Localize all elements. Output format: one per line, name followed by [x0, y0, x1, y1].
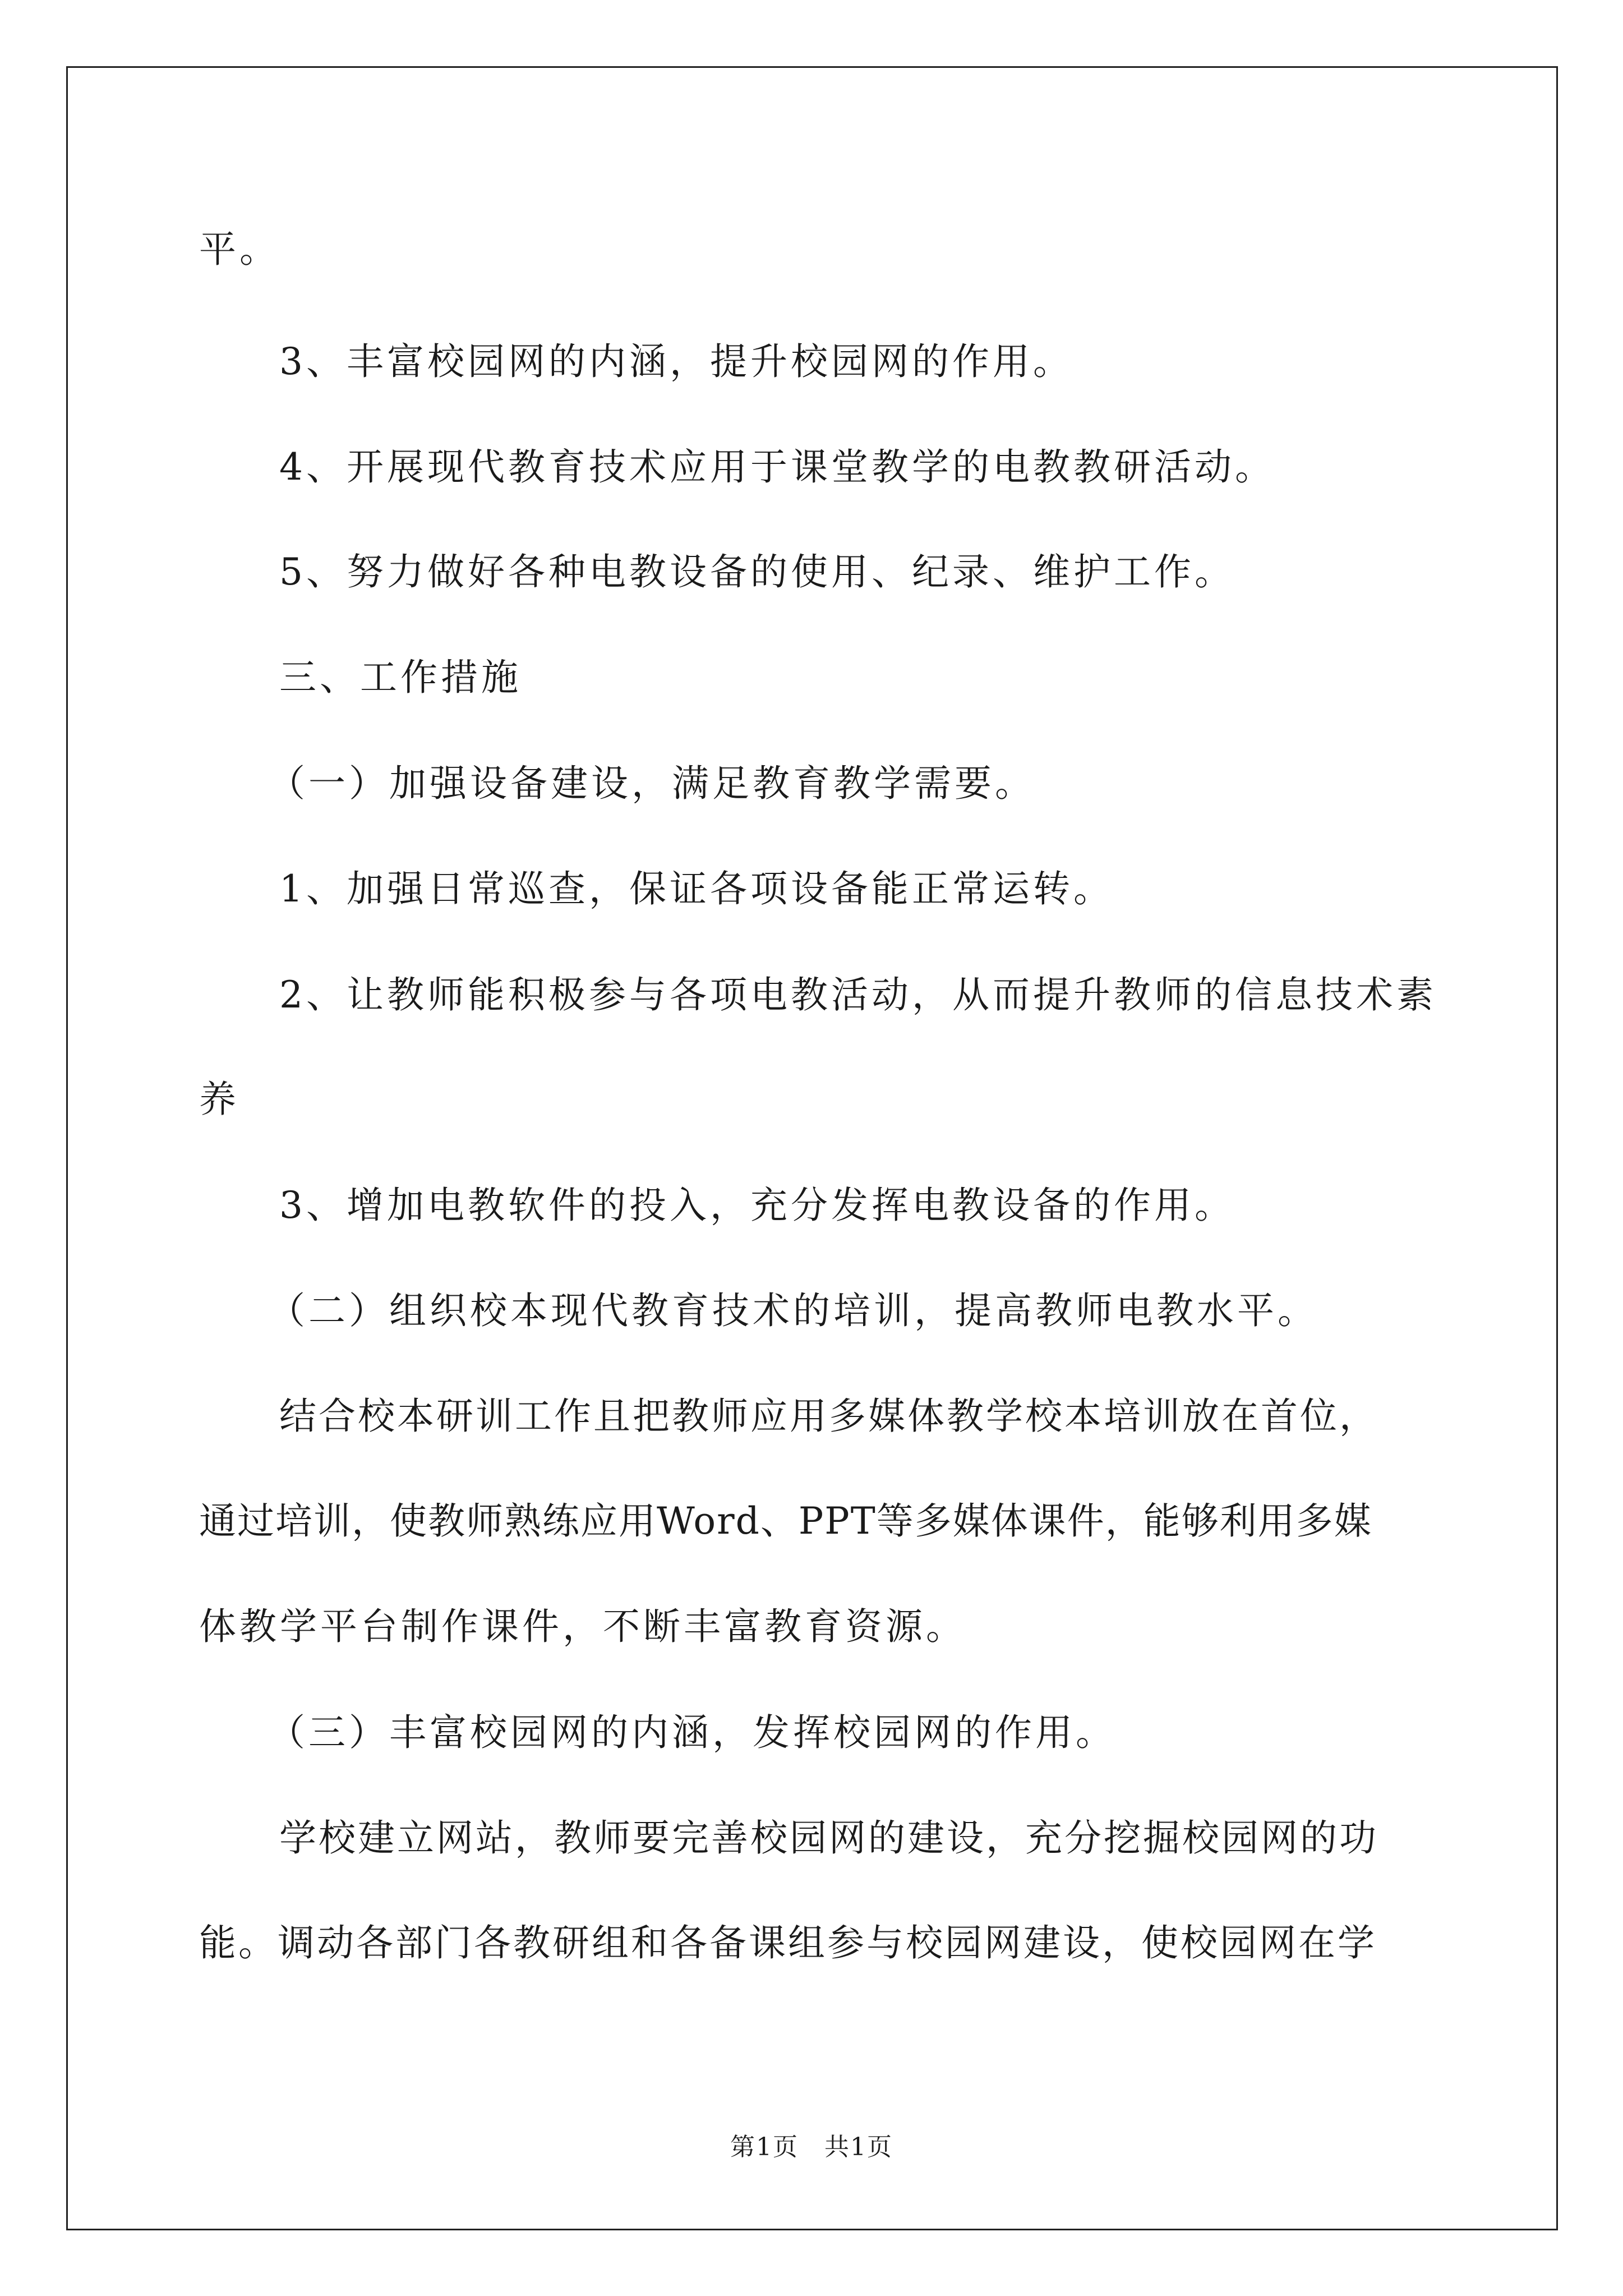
text-line: 养: [199, 1078, 239, 1121]
text-line: 能。调动各部门各教研组和各备课组参与校园网建设，使校园网在学: [199, 1921, 1377, 1964]
section-heading: 三、工作措施: [279, 656, 522, 699]
text-line: 5、努力做好各种电教设备的使用、纪录、维护工作。: [279, 550, 1235, 593]
page-number-footer: 第1页 共1页: [730, 2133, 893, 2161]
text-line: 3、增加电教软件的投入，充分发挥电教设备的作用。: [279, 1184, 1235, 1227]
text-line: 结合校本研训工作且把教师应用多媒体教学校本培训放在首位，: [279, 1395, 1378, 1438]
text-line: 平。: [199, 228, 280, 271]
text-line: 4、开展现代教育技术应用于课堂教学的电教教研活动。: [279, 445, 1275, 489]
text-line: 3、丰富校园网的内涵，提升校园网的作用。: [279, 340, 1073, 383]
subsection-heading: （一）加强设备建设，满足教育教学需要。: [268, 762, 1035, 805]
subsection-heading: （二）组织校本现代教育技术的培训，提高教师电教水平。: [268, 1289, 1318, 1332]
text-line: 通过培训，使教师熟练应用Word、PPT等多媒体课件，能够利用多媒: [199, 1499, 1372, 1543]
text-line: 体教学平台制作课件，不断丰富教育资源。: [199, 1605, 966, 1648]
subsection-heading: （三）丰富校园网的内涵，发挥校园网的作用。: [268, 1711, 1116, 1754]
page-border: [66, 66, 1558, 2230]
text-line: 1、加强日常巡查，保证各项设备能正常运转。: [279, 867, 1114, 910]
text-line: 学校建立网站，教师要完善校园网的建设，充分挖掘校园网的功: [279, 1816, 1378, 1860]
text-line: 2、让教师能积极参与各项电教活动，从而提升教师的信息技术素: [279, 973, 1437, 1016]
